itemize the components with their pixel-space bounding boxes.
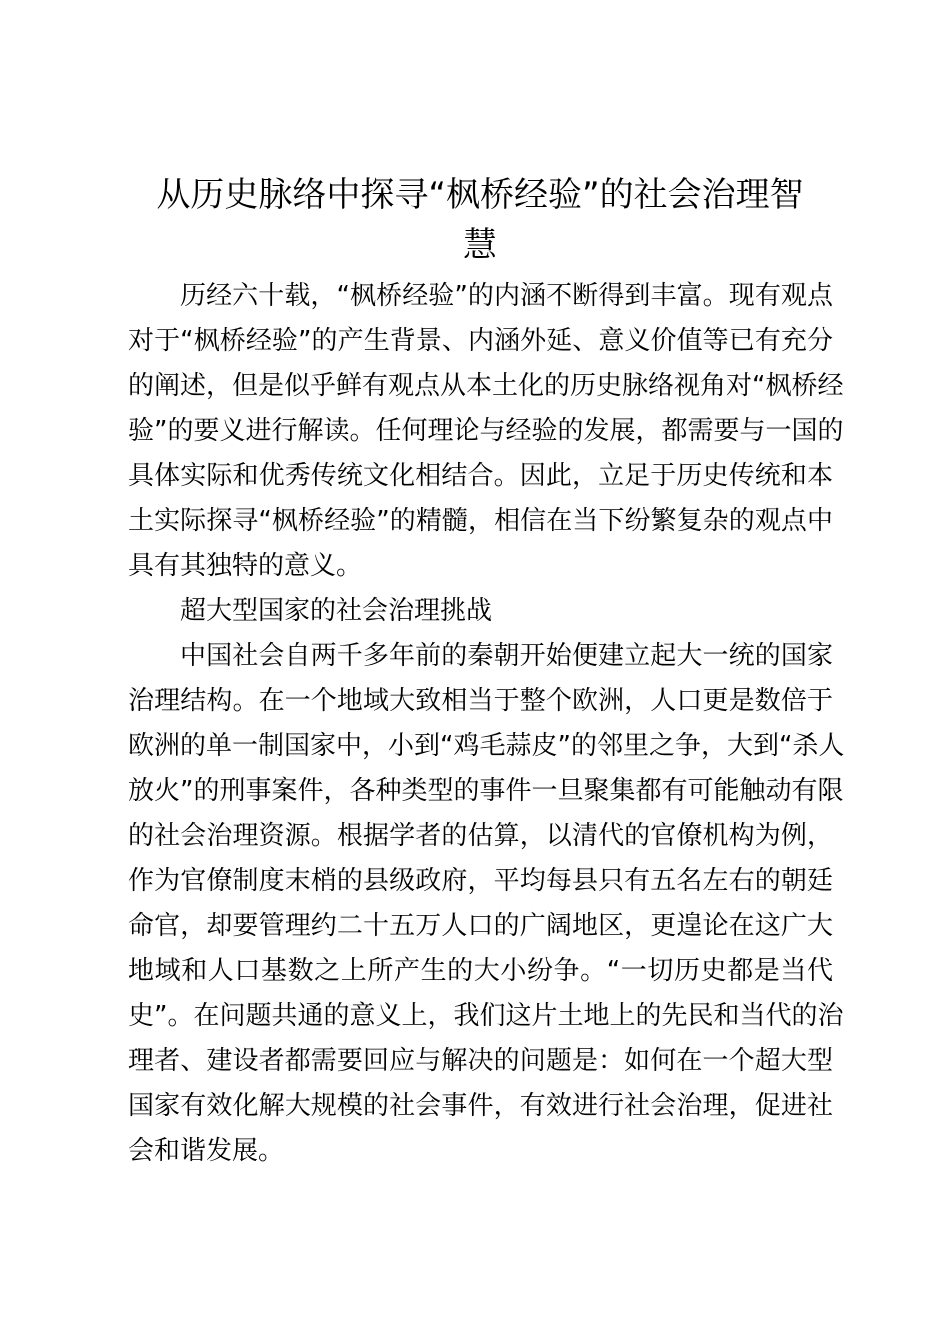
text-line: 中国社会自两千多年前的秦朝开始便建立起大一统的国家 xyxy=(180,641,833,671)
text-line: 具有其独特的意义。 xyxy=(128,551,363,581)
text-line: 作为官僚制度末梢的县级政府，平均每县只有五名左右的朝廷 xyxy=(128,866,833,896)
text-line: 史”。在问题共通的意义上，我们这片土地上的先民和当代的治 xyxy=(128,1001,844,1031)
text-line: 会和谐发展。 xyxy=(128,1136,285,1166)
section-heading: 超大型国家的社会治理挑战 xyxy=(180,596,493,626)
paragraph-2 xyxy=(128,634,845,1174)
paragraph-1 xyxy=(128,274,844,589)
text-line: 具体实际和优秀传统文化相结合。因此，立足于历史传统和本 xyxy=(128,461,833,491)
text-line: 放火”的刑事案件，各种类型的事件一旦聚集都有可能触动有限 xyxy=(128,776,844,806)
text-line: 国家有效化解大规模的社会事件，有效进行社会治理，促进社 xyxy=(128,1091,833,1121)
text-line: 治理结构。在一个地域大致相当于整个欧洲，人口更是数倍于 xyxy=(128,686,833,716)
text-line: 历经六十载，“枫桥经验”的内涵不断得到丰富。现有观点 xyxy=(180,281,833,311)
text-line: 地域和人口基数之上所产生的大小纷争。“一切历史都是当代 xyxy=(128,956,833,986)
text-line: 理者、建设者都需要回应与解决的问题是：如何在一个超大型 xyxy=(128,1046,833,1076)
title-line: 慧 xyxy=(463,225,497,265)
text-line: 欧洲的单一制国家中，小到“鸡毛蒜皮”的邻里之争，大到“杀人 xyxy=(128,731,845,761)
text-line: 的阐述，但是似乎鲜有观点从本土化的历史脉络视角对“枫桥经 xyxy=(128,371,844,401)
text-line: 对于“枫桥经验”的产生背景、内涵外延、意义价值等已有充分 xyxy=(128,326,833,356)
text-line: 的社会治理资源。根据学者的估算，以清代的官僚机构为例， xyxy=(128,821,833,851)
title-line: 从历史脉络中探寻“枫桥经验”的社会治理智 xyxy=(156,175,804,215)
document-title xyxy=(110,170,850,270)
text-line: 命官，却要管理约二十五万人口的广阔地区，更遑论在这广大 xyxy=(128,911,833,941)
document-body xyxy=(128,274,845,1174)
text-line: 验”的要义进行解读。任何理论与经验的发展，都需要与一国的 xyxy=(128,416,844,446)
text-line: 土实际探寻“枫桥经验”的精髓，相信在当下纷繁复杂的观点中 xyxy=(128,506,833,536)
